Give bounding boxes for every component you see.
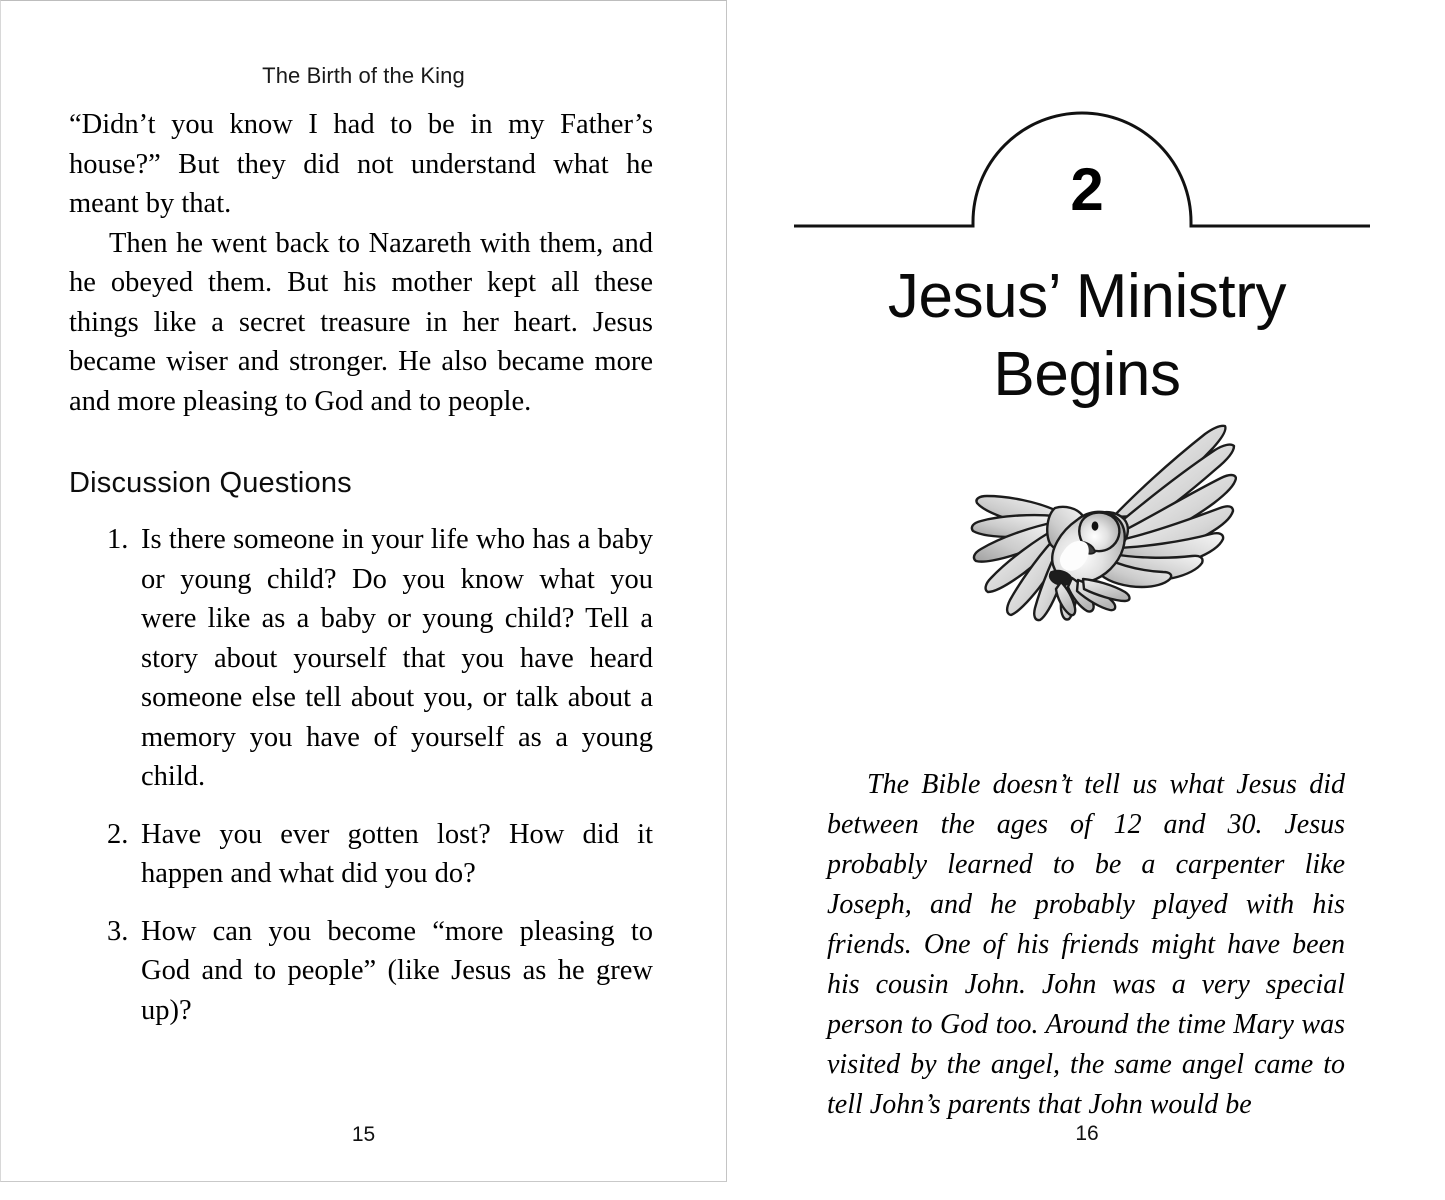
list-item-number: 3. xyxy=(107,915,129,947)
body-paragraph: “Didn’t you know I had to be in my Father’s house?” But they did not understand what he meant by that. xyxy=(69,109,653,219)
list-item-number: 1. xyxy=(107,524,129,555)
list-item-text: Is there someone in your life who has a baby or young child? Do you know what you were like as a baby or young child? Tell a story about yourself that you have heard someone else tell about you, or talk about a memory you have of yourself as a young child. xyxy=(141,524,653,792)
list-item-number: 2. xyxy=(107,818,129,850)
left-page xyxy=(0,0,727,1182)
list-item xyxy=(69,815,653,894)
list-item-text: Have you ever gotten lost? How did it happen and what did you do? xyxy=(141,818,653,889)
chapter-number: 2 xyxy=(1070,156,1104,223)
left-text-column xyxy=(69,105,653,1030)
chapter-title xyxy=(769,258,1405,414)
body-paragraph: Then he went back to Nazareth with them, and he obeyed them. But his mother kept all these things like a secret treasure in her heart. Jesus became wiser and stronger. He also became more and more pleasing to God and to people. xyxy=(69,227,653,417)
body-paragraph: The Bible doesn’t tell us what Jesus did between the ages of 12 and 30. Jesus probably learned to be a carpenter like Joseph, and he probably played with his friends. One of his friends might have been his cousin John. John was a very special person to God too. Around the time Mary was visited by the angel, the same angel came to tell John’s parents that John would be xyxy=(827,769,1345,1120)
chapter-title-line-1: Jesus’ Ministry xyxy=(887,262,1287,331)
dove-illustration xyxy=(937,412,1237,627)
list-item-text: How can you become “more pleasing to God and to people” (like Jesus as he grew up)? xyxy=(141,915,653,1026)
discussion-questions-list xyxy=(69,520,653,1030)
list-item xyxy=(69,912,653,1031)
chapter-title-line-2: Begins xyxy=(993,340,1181,409)
page-number-left: 15 xyxy=(351,1123,376,1146)
page-number-right: 16 xyxy=(1075,1122,1099,1145)
right-page xyxy=(729,0,1445,1200)
list-item xyxy=(69,520,653,797)
right-text-column xyxy=(827,765,1345,1125)
running-head: The Birth of the King xyxy=(262,63,465,88)
section-heading-discussion-questions: Discussion Questions xyxy=(69,467,352,499)
